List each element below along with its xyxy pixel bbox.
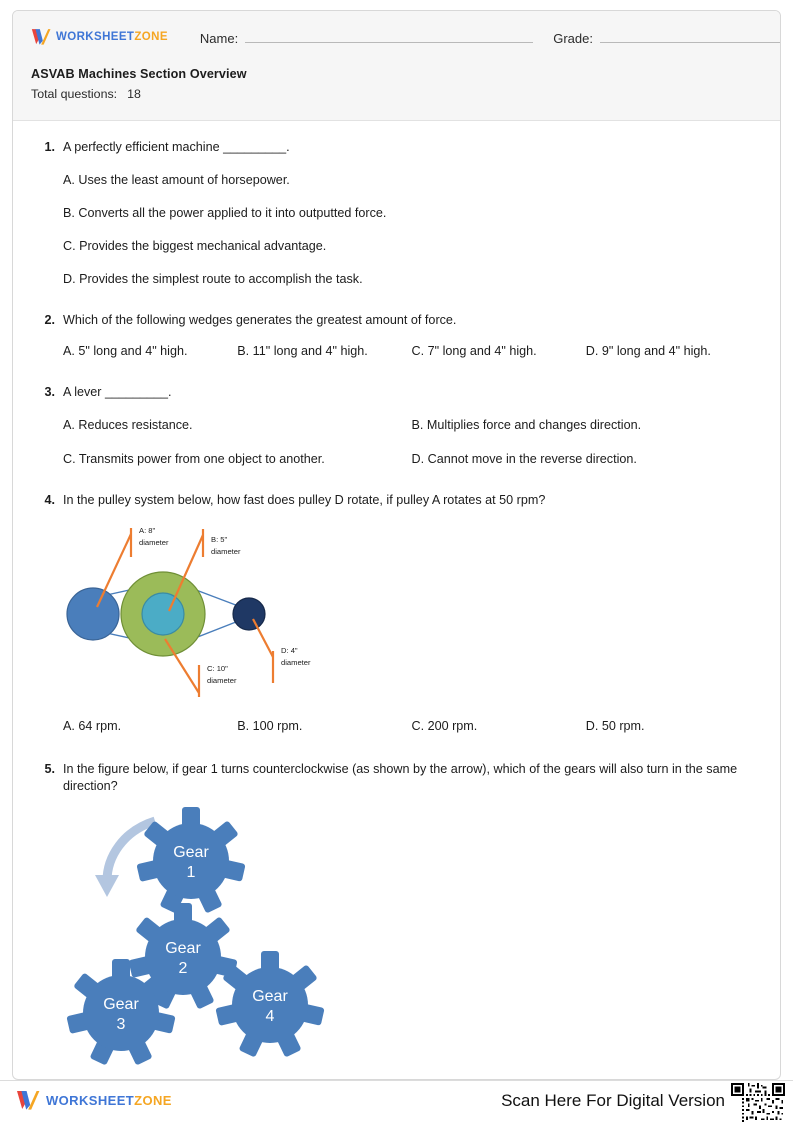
question-block xyxy=(33,492,760,735)
gear-1-label-line1: Gear xyxy=(173,844,209,861)
name-label: Name: xyxy=(199,30,239,46)
question-text: A perfectly efficient machine _________. xyxy=(63,140,290,154)
pulley-label-d-line1: D: 4" xyxy=(281,646,298,655)
pulley-d-circle xyxy=(233,598,265,630)
answer-option[interactable]: A. Uses the least amount of horsepower. xyxy=(63,173,290,187)
footer-brand-logo-text xyxy=(46,1093,172,1108)
pulley-label-c-line1: C: 10" xyxy=(207,664,228,673)
question-heading xyxy=(33,139,760,156)
worksheet-title-block xyxy=(31,67,762,101)
answer-option[interactable]: A. 64 rpm. xyxy=(63,719,122,733)
pulley-diagram-svg xyxy=(63,517,353,707)
answer-option[interactable]: C. Provides the biggest mechanical advantage. xyxy=(63,239,327,253)
brand-logo-text xyxy=(56,31,168,43)
question-number: 1. xyxy=(44,140,55,154)
page-footer xyxy=(0,1080,793,1122)
page-title: ASVAB Machines Section Overview xyxy=(31,67,247,81)
name-field[interactable] xyxy=(200,29,533,46)
pulley-b-circle xyxy=(142,593,184,635)
pulley-label-b-line1: B: 5" xyxy=(211,535,228,544)
grade-field[interactable] xyxy=(553,29,781,46)
question-number: 2. xyxy=(44,313,55,327)
pulley-label-a-line2: diameter xyxy=(139,538,169,547)
gear-diagram-svg xyxy=(63,805,343,1077)
question-number: 3. xyxy=(44,385,55,399)
pulley-label-b-line2: diameter xyxy=(211,547,241,556)
answer-option[interactable]: C. Transmits power from one object to another. xyxy=(63,452,325,466)
question-text: Which of the following wedges generates the greatest amount of force. xyxy=(63,313,457,327)
gear-1-label-line2: 1 xyxy=(186,864,196,881)
gear-4-label-line1: Gear xyxy=(252,988,288,1005)
footer-logo-worksheet: WORKSHEET xyxy=(46,1093,135,1108)
total-questions-value: 18 xyxy=(127,87,141,101)
grade-input-line[interactable] xyxy=(600,29,781,43)
name-input-line[interactable] xyxy=(245,29,533,43)
gear-1 xyxy=(136,807,245,914)
gear-4 xyxy=(215,951,324,1058)
total-questions xyxy=(31,87,762,101)
worksheet-header xyxy=(13,11,780,121)
question-block xyxy=(33,761,760,1080)
question-number: 4. xyxy=(44,493,55,507)
worksheet-zone-logo-icon xyxy=(31,28,51,46)
answer-option[interactable]: B. 100 rpm. xyxy=(237,719,303,733)
worksheet-card xyxy=(12,10,781,1080)
answer-option[interactable]: B. Converts all the power applied to it into outputted force. xyxy=(63,206,387,220)
header-identity-row xyxy=(31,25,762,49)
footer-brand-logo[interactable] xyxy=(16,1090,172,1111)
answer-option[interactable]: D. 50 rpm. xyxy=(585,719,645,733)
answer-option[interactable]: B. 11" long and 4" high. xyxy=(237,344,368,358)
answer-option[interactable]: C. 200 rpm. xyxy=(411,719,478,733)
question-number: 5. xyxy=(44,762,55,776)
gear-3-label-line2: 3 xyxy=(116,1016,126,1033)
answer-options xyxy=(63,172,760,288)
answer-option[interactable]: D. Provides the simplest route to accomplish the task. xyxy=(63,272,363,286)
gear-4-label-line2: 4 xyxy=(265,1008,275,1025)
grade-label: Grade: xyxy=(553,30,593,46)
gear-2-label-line1: Gear xyxy=(165,940,201,957)
question-heading xyxy=(33,384,760,401)
total-questions-label: Total questions: xyxy=(31,87,118,101)
answer-options xyxy=(63,343,760,360)
question-text: A lever _________. xyxy=(63,385,172,399)
worksheet-body xyxy=(13,121,780,1080)
footer-logo-zone: ZONE xyxy=(134,1093,172,1108)
qr-code[interactable] xyxy=(731,1083,785,1122)
worksheet-zone-logo-icon xyxy=(16,1090,40,1111)
brand-logo-worksheet: WORKSHEET xyxy=(56,31,135,43)
brand-logo xyxy=(31,28,168,46)
gear-2-label-line2: 2 xyxy=(178,960,188,977)
gear-3-label-line1: Gear xyxy=(103,996,139,1013)
scan-here-text: Scan Here For Digital Version xyxy=(501,1091,725,1110)
question-heading xyxy=(33,492,760,509)
question-heading xyxy=(33,761,760,795)
answer-option[interactable]: C. 7" long and 4" high. xyxy=(411,344,537,358)
pulley-label-a-line1: A: 8" xyxy=(139,526,156,535)
question-text: In the pulley system below, how fast does pulley D rotate, if pulley A rotates at 50 rpm? xyxy=(63,493,546,507)
brand-logo-zone: ZONE xyxy=(134,31,168,43)
question-block xyxy=(33,139,760,288)
question-heading xyxy=(33,312,760,329)
answer-option[interactable]: B. Multiplies force and changes direction. xyxy=(411,418,642,432)
answer-option[interactable]: A. Reduces resistance. xyxy=(63,418,193,432)
question-block xyxy=(33,312,760,360)
pulley-diagram xyxy=(63,517,760,712)
answer-options xyxy=(63,417,760,468)
pulley-a-circle xyxy=(67,588,119,640)
pulley-label-c-line2: diameter xyxy=(207,676,237,685)
answer-option[interactable]: D. Cannot move in the reverse direction. xyxy=(411,452,637,466)
answer-option[interactable]: D. 9" long and 4" high. xyxy=(585,344,711,358)
answer-option[interactable]: A. 5" long and 4" high. xyxy=(63,344,188,358)
question-text: In the figure below, if gear 1 turns counterclockwise (as shown by the arrow), which of the gears will also turn in the same direction? xyxy=(63,762,738,793)
question-block xyxy=(33,384,760,468)
gear-3 xyxy=(66,959,175,1066)
answer-options xyxy=(63,718,760,735)
pulley-label-d-line2: diameter xyxy=(281,658,311,667)
gear-diagram xyxy=(63,805,760,1080)
